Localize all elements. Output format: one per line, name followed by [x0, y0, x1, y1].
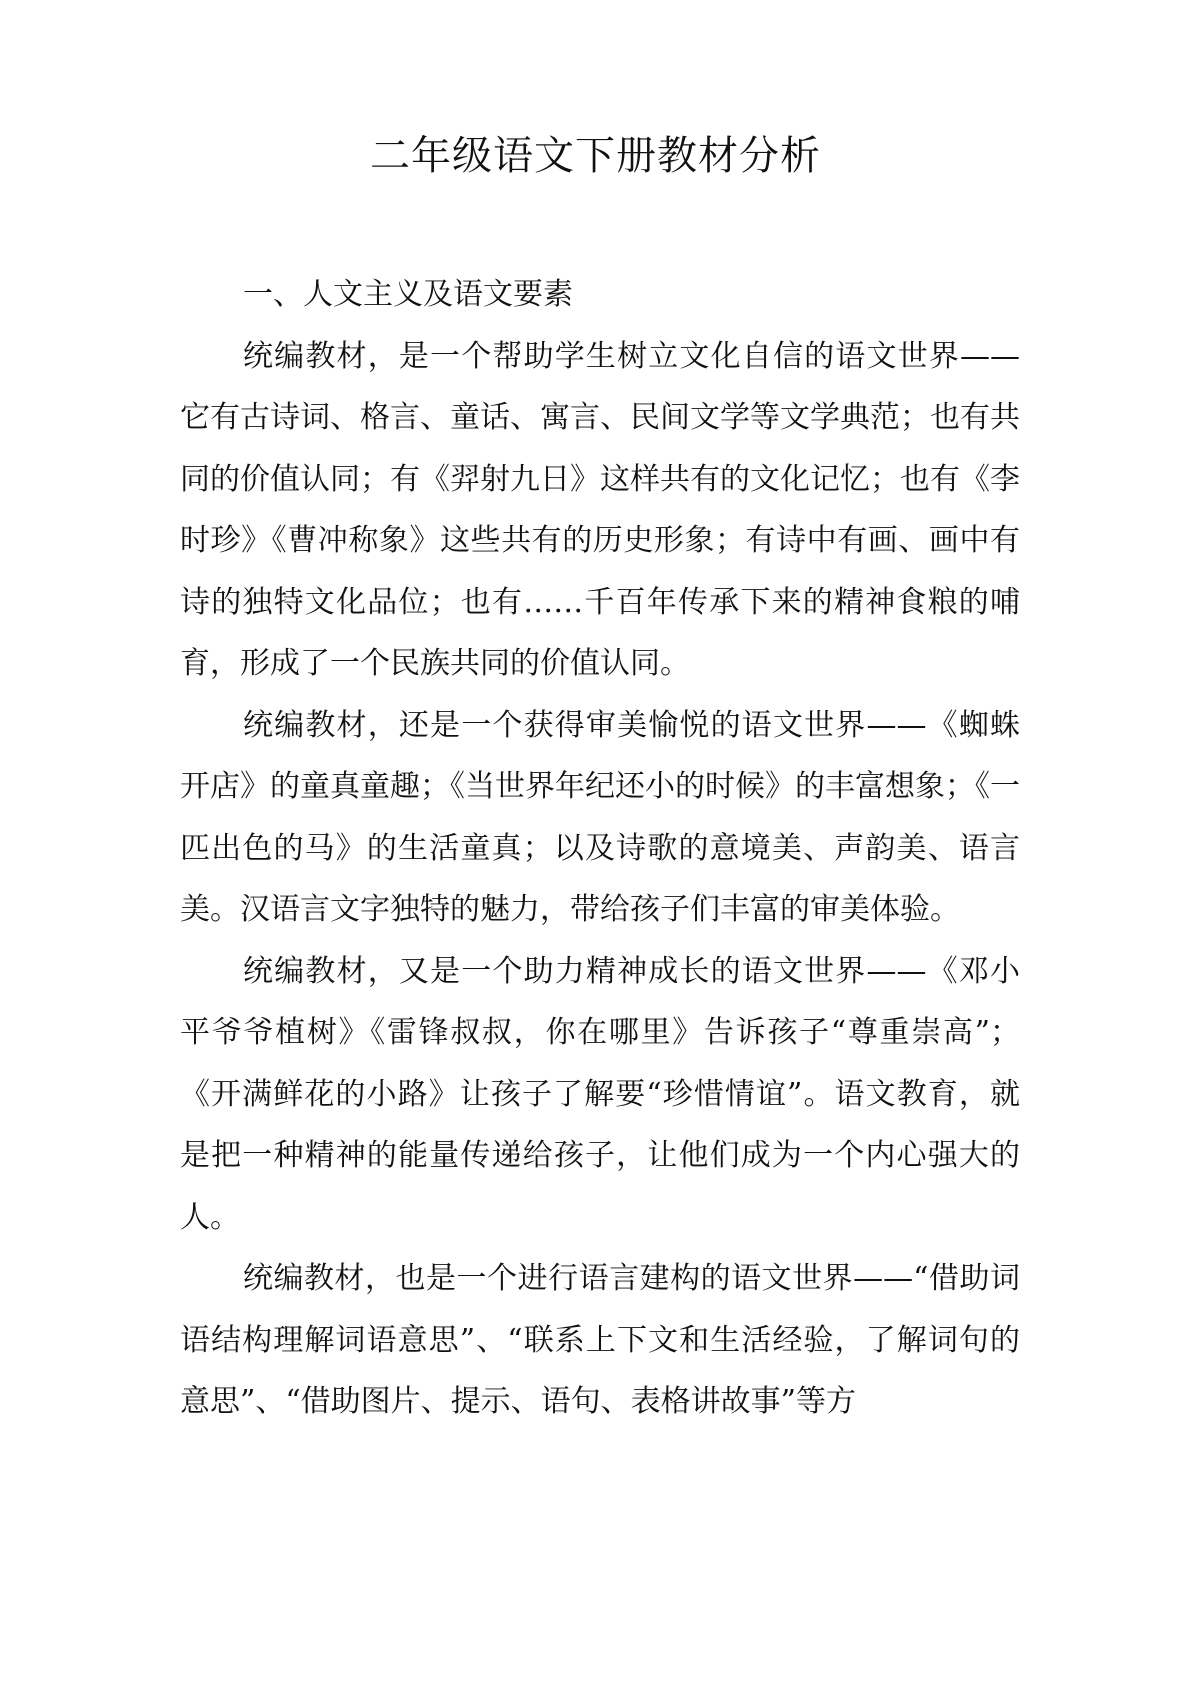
document-title: 二年级语文下册教材分析: [370, 133, 821, 179]
paragraph-1: 统编教材，是一个帮助学生树立文化自信的语文世界——它有古诗词、格言、童话、寓言、民间文学等文学典范；也有共同的价值认同；有《羿射九日》这样共有的文化记忆；也有《李时珍》《曹冲称象》这些共有的历史形象；有诗中有画、画中有诗的独特文化品位；也有……千百年传承下来的精神食粮的哺育，形成了一个民族共同的价值认同。: [180, 338, 1020, 681]
section-heading: 一、人文主义及语文要素: [243, 277, 573, 312]
paragraph-4: 统编教材，也是一个进行语言建构的语文世界——“借助词语结构理解词语意思”、“联系上下文和生活经验，了解词句的意思”、“借助图片、提示、语句、表格讲故事”等方: [180, 1261, 1020, 1419]
paragraph-2: 统编教材，还是一个获得审美愉悦的语文世界——《蜘蛛开店》的童真童趣；《当世界年纪还小的时候》的丰富想象；《一匹出色的马》的生活童真；以及诗歌的意境美、声韵美、语言美。汉语言文字独特的魅力，带给孩子们丰富的审美体验。: [180, 707, 1020, 927]
document-body: [180, 264, 1020, 1433]
paragraph-3: 统编教材，又是一个助力精神成长的语文世界——《邓小平爷爷植树》《雷锋叔叔，你在哪里》告诉孩子“尊重崇高”；《开满鲜花的小路》让孩子了解要“珍惜情谊”。语文教育，就是把一种精神的能量传递给孩子，让他们成为一个内心强大的人。: [180, 953, 1020, 1235]
